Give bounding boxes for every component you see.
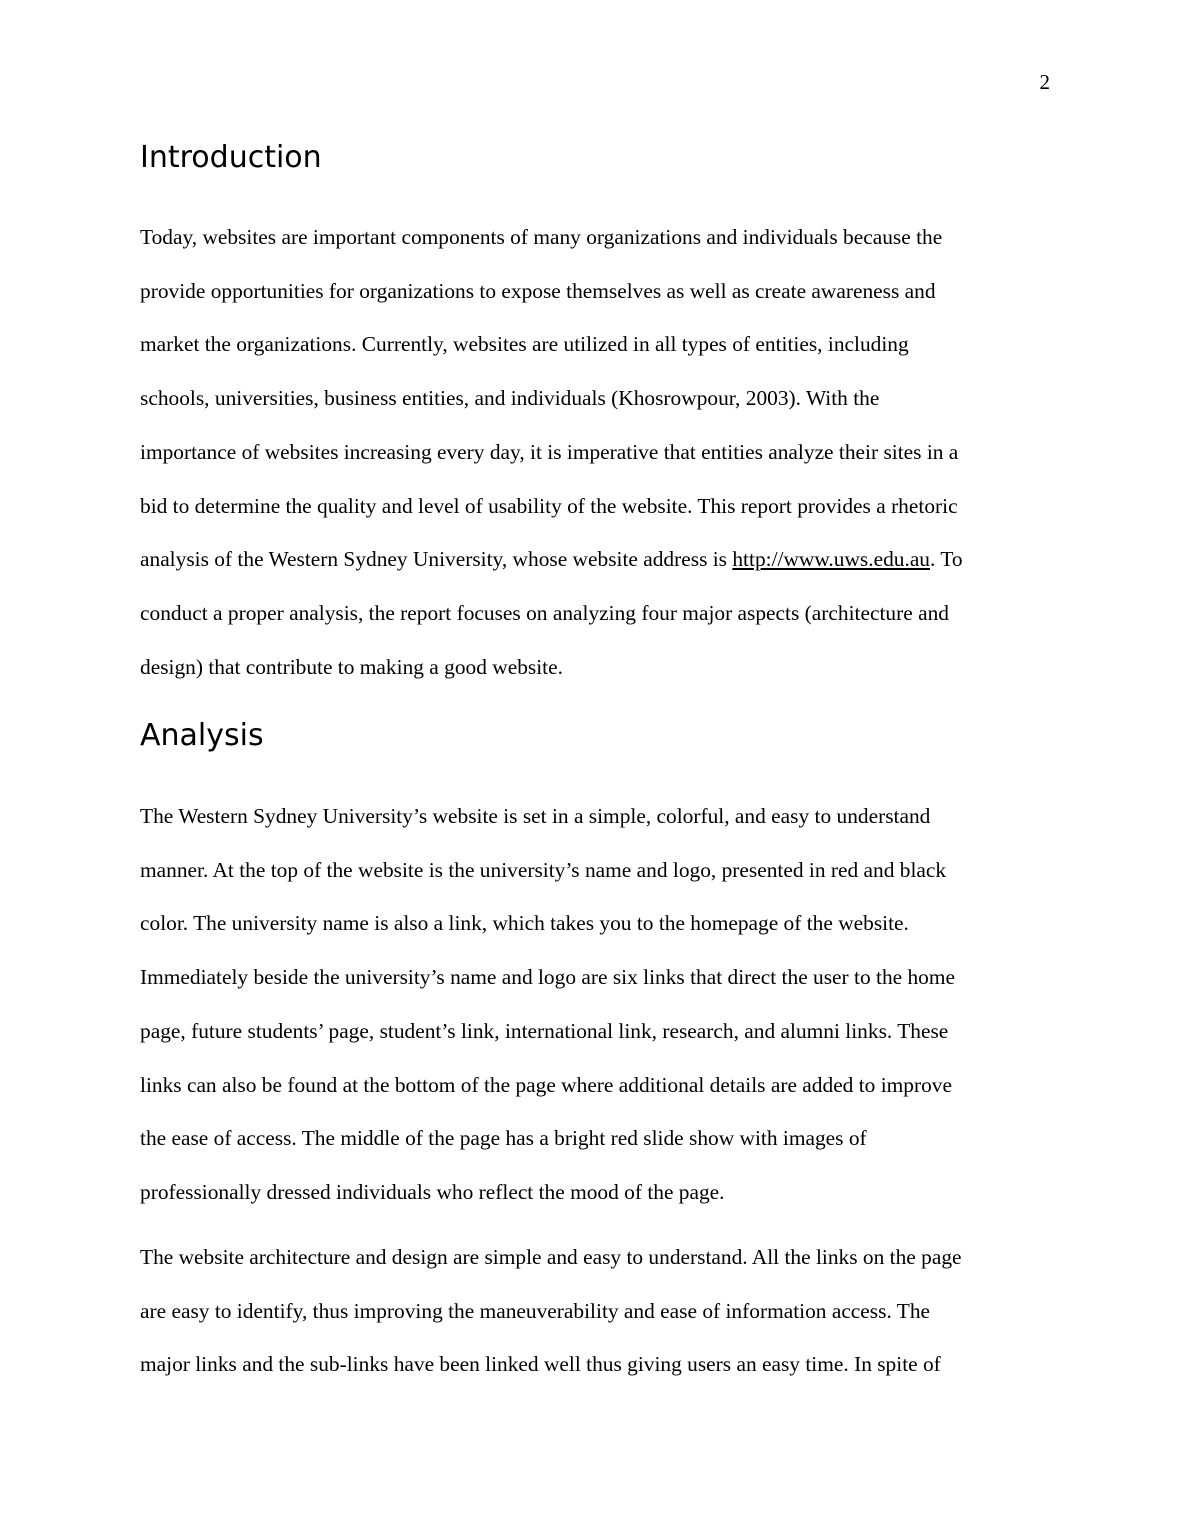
analysis-paragraph-2 (140, 1231, 1050, 1392)
text-line: Immediately beside the university’s name and logo are six links that direct the user to the home (140, 965, 956, 990)
page-number: 2 (1039, 70, 1050, 94)
link-line-before: analysis of the Western Sydney University, whose website address is (140, 547, 733, 572)
analysis-heading: Analysis (140, 718, 264, 753)
text-line: manner. At the top of the website is the university’s name and logo, presented in red and black (140, 857, 947, 882)
text-line: Today, websites are important components of many organizations and individuals because the (140, 225, 943, 249)
link-line-after: . To (930, 547, 963, 572)
text-line: conduct a proper analysis, the report focuses on analyzing four major aspects (architecture and (140, 600, 949, 625)
text-line: design) that contribute to making a good website. (140, 654, 563, 679)
text-line: market the organizations. Currently, websites are utilized in all types of entities, including (140, 332, 909, 357)
text-line: the ease of access. The middle of the page has a bright red slide show with images of (140, 1126, 867, 1151)
website-url-link[interactable]: http://www.uws.edu.au (732, 547, 931, 572)
text-line: bid to determine the quality and level of usability of the website. This report provides a rhetoric (140, 493, 958, 518)
text-line: schools, universities, business entities, and individuals (Khosrowpour, 2003). With the (140, 386, 880, 411)
text-line: are easy to identify, thus improving the maneuverability and ease of information access. The (140, 1298, 931, 1323)
analysis-paragraph-1 (140, 790, 1050, 1220)
text-line: professionally dressed individuals who reflect the mood of the page. (140, 1179, 725, 1204)
text-line-with-link (140, 533, 1050, 587)
introduction-paragraph (140, 211, 1050, 694)
text-line: The Western Sydney University’s website is set in a simple, colorful, and easy to understand (140, 804, 931, 828)
text-line: provide opportunities for organizations to expose themselves as well as create awareness and (140, 278, 936, 303)
text-line: major links and the sub-links have been linked well thus giving users an easy time. In spite of (140, 1352, 941, 1377)
text-line: page, future students’ page, student’s link, international link, research, and alumni links. These (140, 1018, 949, 1043)
introduction-heading: Introduction (140, 140, 322, 175)
text-line: importance of websites increasing every day, it is imperative that entities analyze their sites in a (140, 439, 959, 464)
text-line: The website architecture and design are simple and easy to understand. All the links on the page (140, 1245, 962, 1269)
text-line: color. The university name is also a link, which takes you to the homepage of the website. (140, 911, 909, 936)
text-line: links can also be found at the bottom of the page where additional details are added to improve (140, 1072, 952, 1097)
